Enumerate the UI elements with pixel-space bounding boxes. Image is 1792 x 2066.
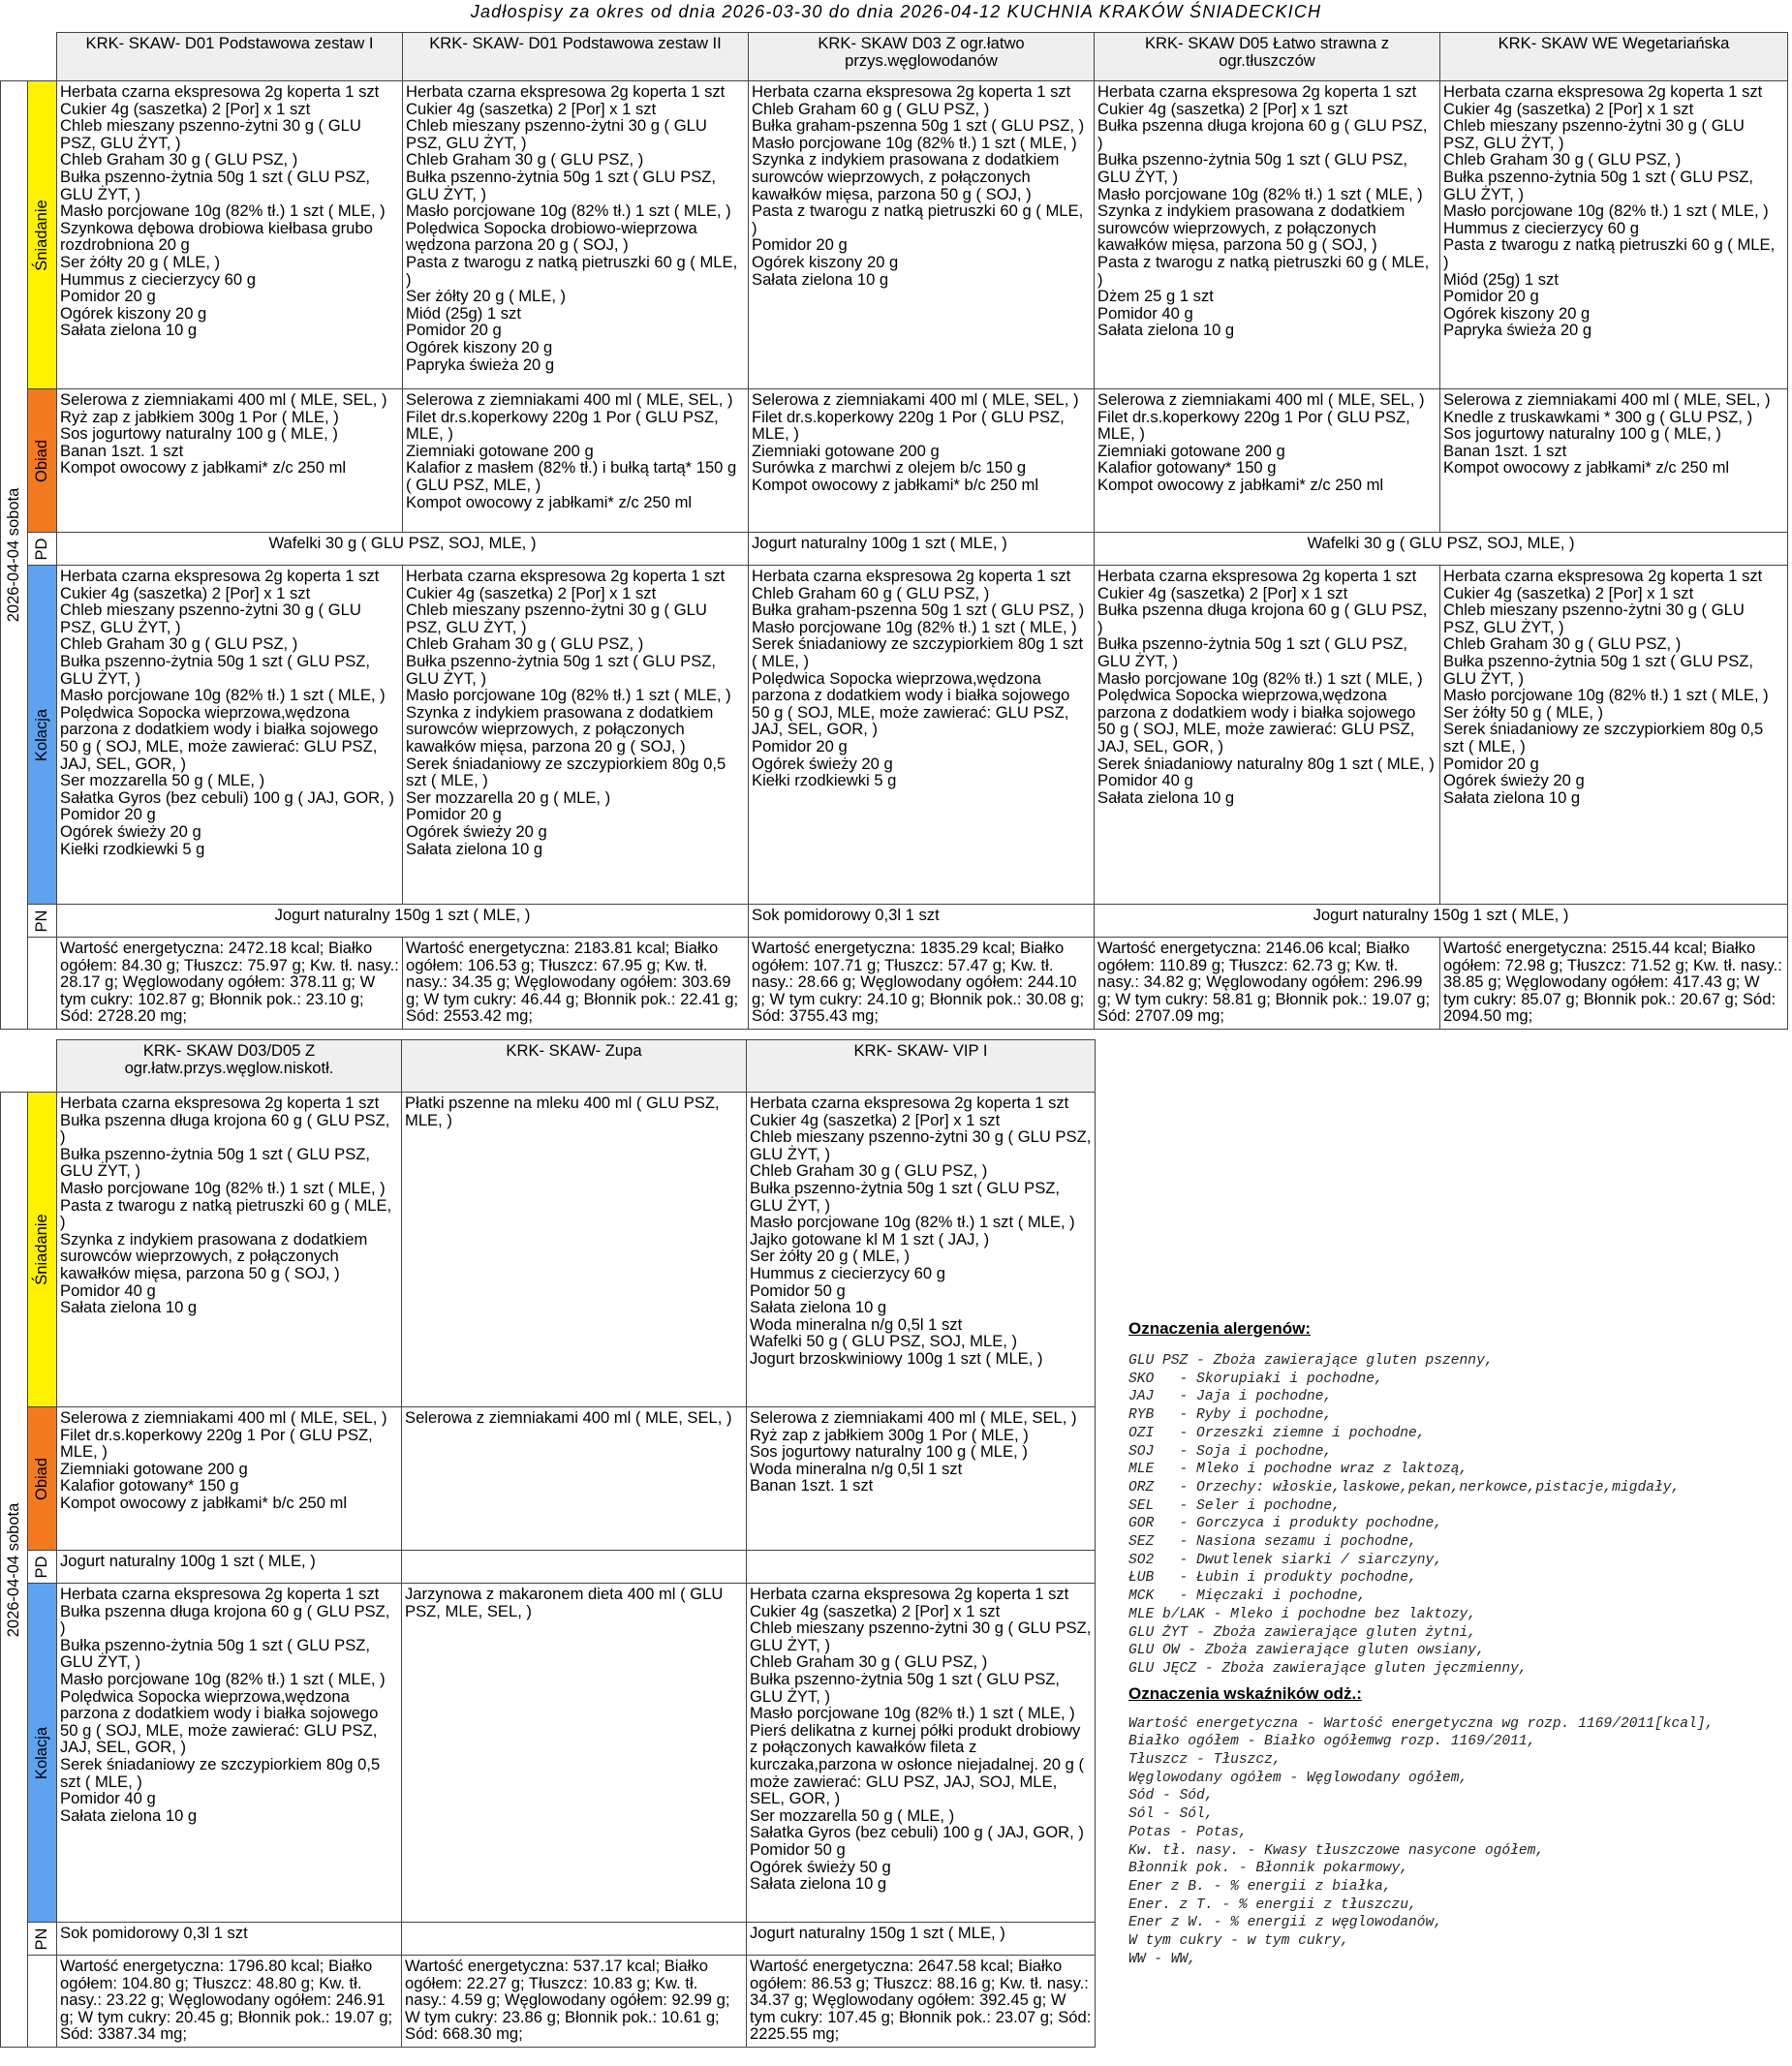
menu-cell: Selerowa z ziemniakami 400 ml ( MLE, SEL, ) Ryż zap z jabłkiem 300g 1 Por ( MLE, ) Sos jogurtowy naturalny 100 g ( MLE, ) Banan 1szt. 1 szt Kompot owocowy z jabłkami* z/c 250 ml: [57, 389, 403, 533]
menu-cell: Herbata czarna ekspresowa 2g koperta 1 szt Cukier 4g (saszetka) 2 [Por] x 1 szt Chleb mieszany pszenno-żytni 30 g ( GLU PSZ, GLU ŻYT, ) Chleb Graham 30 g ( GLU PSZ, ) Bułka pszenno-żytnia 50g 1 szt ( GLU PSZ, GLU ŻYT, ) Masło porcjowane 10g (82% tł.) 1 szt ( MLE, ) Hummus z ciecierzycy 60 g Pasta z twarogu z natką pietruszki 60 g ( MLE, ) Miód (25g) 1 szt Pomidor 20 g Ogórek kiszony 20 g Papryka świeża 20 g: [1440, 81, 1788, 389]
menu-cell: Herbata czarna ekspresowa 2g koperta 1 szt Bułka pszenna długa krojona 60 g ( GLU PSZ, ) Bułka pszenno-żytnia 50g 1 szt ( GLU PSZ, GLU ŻYT, ) Masło porcjowane 10g (82% tł.) 1 szt ( MLE, ) Pasta z twarogu z natką pietruszki 60 g ( MLE, ) Szynka z indykiem prasowana z dodatkiem surowców wieprzowych, z połączonych kawałków mięsa, parzona 50 g ( SOJ, ) Pomidor 40 g Sałata zielona 10 g: [57, 1093, 402, 1407]
menu-cell: Herbata czarna ekspresowa 2g koperta 1 szt Chleb Graham 60 g ( GLU PSZ, ) Bułka graham-pszenna 50g 1 szt ( GLU PSZ, ) Masło porcjowane 10g (82% tł.) 1 szt ( MLE, ) Szynka z indykiem prasowana z dodatkiem surowców wieprzowych, z połączonych kawałków mięsa, parzona 50 g ( SOJ, ) Pasta z twarogu z natką pietruszki 60 g ( MLE, ) Pomidor 20 g Ogórek kiszony 20 g Sałata zielona 10 g: [749, 81, 1095, 389]
page-title: Jadłospisy za okres od dnia 2026-03-30 do dnia 2026-04-12 KUCHNIA KRAKÓW ŚNIADECKICH: [470, 2, 1322, 21]
meal-label-pn: PN: [28, 1923, 57, 1956]
menu-cell: Selerowa z ziemniakami 400 ml ( MLE, SEL, ) Ryż zap z jabłkiem 300g 1 Por ( MLE, ) Sos jogurtowy naturalny 100 g ( MLE, ) Woda mineralna n/g 0,5l 1 szt Banan 1szt. 1 szt: [747, 1407, 1096, 1551]
meal-label-obiad: Obiad: [28, 1407, 57, 1551]
meal-label-pn: PN: [28, 905, 57, 938]
meal-label-sniadanie: Śniadanie: [28, 1093, 57, 1407]
indicators-list: Wartość energetyczna - Wartość energetyczna wg rozp. 1169/2011[kcal], Białko ogółem - Białko ogółemwg rozp. 1169/2011, Tłuszcz - Tłuszcz, Węglowodany ogółem - Węglowodany ogółem, Sód - Sód, Sól - Sól, Potas - Potas, Kw. tł. nasy. - Kwasy tłuszczowe nasycone ogółem, Błonnik pok. - Błonnik pokarmowy, Ener z B. - % energii z białka, Ener. z T. - % energii z tłuszczu, Ener z W. - % energii z węglowodanów, W tym cukry - w tym cukry, WW - WW,: [1128, 1715, 1715, 1967]
diet-header: KRK- SKAW WE Wegetariańska: [1440, 33, 1788, 81]
menu-cell: Herbata czarna ekspresowa 2g koperta 1 szt Chleb Graham 60 g ( GLU PSZ, ) Bułka graham-pszenna 50g 1 szt ( GLU PSZ, ) Masło porcjowane 10g (82% tł.) 1 szt ( MLE, ) Serek śniadaniowy ze szczypiorkiem 80g 1 szt ( MLE, ) Polędwica Sopocka wieprzowa,wędzona parzona z dodatkiem wody i białka sojowego 50 g ( SOJ, MLE, może zawierać: GLU PSZ, JAJ, SEL, GOR, ) Pomidor 20 g Ogórek świeży 20 g Kiełki rzodkiewki 5 g: [749, 566, 1095, 905]
meal-label-sniadanie: Śniadanie: [28, 81, 57, 389]
menu-cell: Herbata czarna ekspresowa 2g koperta 1 szt Bułka pszenna długa krojona 60 g ( GLU PSZ, ) Bułka pszenno-żytnia 50g 1 szt ( GLU PSZ, GLU ŻYT, ) Masło porcjowane 10g (82% tł.) 1 szt ( MLE, ) Polędwica Sopocka wieprzowa,wędzona parzona z dodatkiem wody i białka sojowego 50 g ( SOJ, MLE, może zawierać: GLU PSZ, JAJ, SEL, GOR, ) Serek śniadaniowy ze szczypiorkiem 80g 0,5 szt ( MLE, ) Pomidor 40 g Sałata zielona 10 g: [57, 1584, 402, 1923]
menu-cell: Sok pomidorowy 0,3l 1 szt: [57, 1923, 402, 1956]
diet-header: KRK- SKAW- D01 Podstawowa zestaw I: [57, 33, 403, 81]
menu-cell: Herbata czarna ekspresowa 2g koperta 1 szt Cukier 4g (saszetka) 2 [Por] x 1 szt Bułka pszenna długa krojona 60 g ( GLU PSZ, ) Bułka pszenno-żytnia 50g 1 szt ( GLU PSZ, GLU ŻYT, ) Masło porcjowane 10g (82% tł.) 1 szt ( MLE, ) Szynka z indykiem prasowana z dodatkiem surowców wieprzowych, z połączonych kawałków mięsa, parzona 50 g ( SOJ, ) Pasta z twarogu z natką pietruszki 60 g ( MLE, ) Dżem 25 g 1 szt Pomidor 40 g Sałata zielona 10 g: [1095, 81, 1440, 389]
menu-cell: Herbata czarna ekspresowa 2g koperta 1 szt Cukier 4g (saszetka) 2 [Por] x 1 szt Chleb mieszany pszenno-żytni 30 g ( GLU PSZ, GLU ŻYT, ) Chleb Graham 30 g ( GLU PSZ, ) Bułka pszenno-żytnia 50g 1 szt ( GLU PSZ, GLU ŻYT, ) Masło porcjowane 10g (82% tł.) 1 szt ( MLE, ) Jajko gotowane kl M 1 szt ( JAJ, ) Ser żółty 20 g ( MLE, ) Hummus z ciecierzycy 60 g Pomidor 50 g Sałata zielona 10 g Woda mineralna n/g 0,5l 1 szt Wafelki 50 g ( GLU PSZ, SOJ, MLE, ) Jogurt brzoskwiniowy 100g 1 szt ( MLE, ): [747, 1093, 1096, 1407]
nutrition-summary: Wartość energetyczna: 537.17 kcal; Białko ogółem: 22.27 g; Tłuszcz: 10.83 g; Kw. tł. nasy.: 4.59 g; Węglowodany ogółem: 92.99 g; W tym cukry: 23.86 g; Błonnik pok.: 10.61 g; Sód: 668.30 mg;: [402, 1956, 747, 2048]
diet-header: KRK- SKAW D03 Z ogr.łatwo przys.węglowodanów: [749, 33, 1095, 81]
menu-table-2: [0, 1039, 1096, 2048]
diet-header: KRK- SKAW- Zupa: [402, 1040, 747, 1093]
meal-label-pd: PD: [28, 533, 57, 566]
diet-header: KRK- SKAW D03/D05 Z ogr.łatw.przys.węglow.niskotł.: [57, 1040, 402, 1093]
menu-cell: Selerowa z ziemniakami 400 ml ( MLE, SEL, ) Filet dr.s.koperkowy 220g 1 Por ( GLU PSZ, MLE, ) Ziemniaki gotowane 200 g Kalafior z masłem (82% tł.) i bułką tartą* 150 g ( GLU PSZ, MLE, ) Kompot owocowy z jabłkami* z/c 250 ml: [403, 389, 749, 533]
menu-cell: Herbata czarna ekspresowa 2g koperta 1 szt Cukier 4g (saszetka) 2 [Por] x 1 szt Chleb mieszany pszenno-żytni 30 g ( GLU PSZ, GLU ŻYT, ) Chleb Graham 30 g ( GLU PSZ, ) Bułka pszenno-żytnia 50g 1 szt ( GLU PSZ, GLU ŻYT, ) Masło porcjowane 10g (82% tł.) 1 szt ( MLE, ) Polędwica Sopocka drobiowo-wieprzowa wędzona parzona 20 g ( SOJ, ) Pasta z twarogu z natką pietruszki 60 g ( MLE, ) Ser żółty 20 g ( MLE, ) Miód (25g) 1 szt Pomidor 20 g Ogórek kiszony 20 g Papryka świeża 20 g: [403, 81, 749, 389]
date-label: 2026-04-04 sobota: [4, 1502, 22, 1637]
menu-cell: Wafelki 30 g ( GLU PSZ, SOJ, MLE, ): [1095, 533, 1788, 566]
date-cell: [1, 81, 28, 1030]
menu-cell: Herbata czarna ekspresowa 2g koperta 1 szt Cukier 4g (saszetka) 2 [Por] x 1 szt Chleb mieszany pszenno-żytni 30 g ( GLU PSZ, GLU ŻYT, ) Chleb Graham 30 g ( GLU PSZ, ) Bułka pszenno-żytnia 50g 1 szt ( GLU PSZ, GLU ŻYT, ) Masło porcjowane 10g (82% tł.) 1 szt ( MLE, ) Szynkowa dębowa drobiowa kiełbasa grubo rozdrobniona 20 g Ser żółty 20 g ( MLE, ) Hummus z ciecierzycy 60 g Pomidor 20 g Ogórek kiszony 20 g Sałata zielona 10 g: [57, 81, 403, 389]
menu-cell: Selerowa z ziemniakami 400 ml ( MLE, SEL, ) Filet dr.s.koperkowy 220g 1 Por ( GLU PSZ, MLE, ) Ziemniaki gotowane 200 g Surówka z marchwi z olejem b/c 150 g Kompot owocowy z jabłkami* b/c 250 ml: [749, 389, 1095, 533]
menu-cell: Herbata czarna ekspresowa 2g koperta 1 szt Cukier 4g (saszetka) 2 [Por] x 1 szt Chleb mieszany pszenno-żytni 30 g ( GLU PSZ, GLU ŻYT, ) Chleb Graham 30 g ( GLU PSZ, ) Bułka pszenno-żytnia 50g 1 szt ( GLU PSZ, GLU ŻYT, ) Masło porcjowane 10g (82% tł.) 1 szt ( MLE, ) Ser żółty 50 g ( MLE, ) Serek śniadaniowy ze szczypiorkiem 80g 0,5 szt ( MLE, ) Pomidor 20 g Ogórek świeży 20 g Sałata zielona 10 g: [1440, 566, 1788, 905]
diet-header: KRK- SKAW- VIP I: [747, 1040, 1096, 1093]
allergens-title: Oznaczenia alergenów:: [1128, 1319, 1311, 1338]
menu-cell: Selerowa z ziemniakami 400 ml ( MLE, SEL, ) Filet dr.s.koperkowy 220g 1 Por ( GLU PSZ, MLE, ) Ziemniaki gotowane 200 g Kalafior gotowany* 150 g Kompot owocowy z jabłkami* b/c 250 ml: [57, 1407, 402, 1551]
menu-cell: Selerowa z ziemniakami 400 ml ( MLE, SEL, ) Knedle z truskawkami * 300 g ( GLU PSZ, ) Sos jogurtowy naturalny 100 g ( MLE, ) Banan 1szt. 1 szt Kompot owocowy z jabłkami* z/c 250 ml: [1440, 389, 1788, 533]
nutrition-summary: Wartość energetyczna: 2647.58 kcal; Białko ogółem: 86.53 g; Tłuszcz: 88.16 g; Kw. tł. nasy.: 34.37 g; Węglowodany ogółem: 392.45 g; W tym cukry: 107.45 g; Błonnik pok.: 23.07 g; Sód: 2225.55 mg;: [747, 1956, 1096, 2048]
nutrition-summary: Wartość energetyczna: 2146.06 kcal; Białko ogółem: 110.89 g; Tłuszcz: 62.73 g; Kw. tł. nasy.: 34.82 g; Węglowodany ogółem: 296.99 g; W tym cukry: 58.81 g; Błonnik pok.: 19.07 g; Sód: 2707.09 mg;: [1095, 938, 1440, 1030]
meal-label-pd: PD: [28, 1551, 57, 1584]
diet-header: KRK- SKAW D05 Łatwo strawna z ogr.tłuszczów: [1095, 33, 1440, 81]
nutrition-summary: Wartość energetyczna: 2515.44 kcal; Białko ogółem: 72.98 g; Tłuszcz: 71.52 g; Kw. tł. nasy.: 38.85 g; Węglowodany ogółem: 417.43 g; W tym cukry: 85.07 g; Błonnik pok.: 20.67 g; Sód: 2094.50 mg;: [1440, 938, 1788, 1030]
menu-cell: Jogurt naturalny 150g 1 szt ( MLE, ): [57, 905, 749, 938]
menu-cell: Selerowa z ziemniakami 400 ml ( MLE, SEL, ): [402, 1407, 747, 1551]
legend: [1128, 1319, 1787, 1969]
menu-cell: [402, 1923, 747, 1956]
menu-cell: Jarzynowa z makaronem dieta 400 ml ( GLU PSZ, MLE, SEL, ): [402, 1584, 747, 1923]
nutrition-summary: Wartość energetyczna: 2183.81 kcal; Białko ogółem: 106.53 g; Tłuszcz: 67.95 g; Kw. tł. nasy.: 34.35 g; Węglowodany ogółem: 303.69 g; W tym cukry: 46.44 g; Błonnik pok.: 22.41 g; Sód: 2553.42 mg;: [403, 938, 749, 1030]
menu-cell: Herbata czarna ekspresowa 2g koperta 1 szt Cukier 4g (saszetka) 2 [Por] x 1 szt Chleb mieszany pszenno-żytni 30 g ( GLU PSZ, GLU ŻYT, ) Chleb Graham 30 g ( GLU PSZ, ) Bułka pszenno-żytnia 50g 1 szt ( GLU PSZ, GLU ŻYT, ) Masło porcjowane 10g (82% tł.) 1 szt ( MLE, ) Pierś delikatna z kurnej półki produkt drobiowy z połączonych kawałków fileta z kurczaka,parzona w osłonce niejadalnej. 20 g ( może zawierać: GLU PSZ, JAJ, SOJ, MLE, SEL, GOR, ) Ser mozzarella 50 g ( MLE, ) Sałatka Gyros (bez cebuli) 100 g ( JAJ, GOR, ) Pomidor 50 g Ogórek świeży 50 g Sałata zielona 10 g: [747, 1584, 1096, 1923]
menu-cell: Jogurt naturalny 150g 1 szt ( MLE, ): [747, 1923, 1096, 1956]
diet-header: KRK- SKAW- D01 Podstawowa zestaw II: [403, 33, 749, 81]
menu-table-1: [0, 32, 1788, 1030]
menu-cell: Herbata czarna ekspresowa 2g koperta 1 szt Cukier 4g (saszetka) 2 [Por] x 1 szt Bułka pszenna długa krojona 60 g ( GLU PSZ, ) Bułka pszenno-żytnia 50g 1 szt ( GLU PSZ, GLU ŻYT, ) Masło porcjowane 10g (82% tł.) 1 szt ( MLE, ) Polędwica Sopocka wieprzowa,wędzona parzona z dodatkiem wody i białka sojowego 50 g ( SOJ, MLE, może zawierać: GLU PSZ, JAJ, SEL, GOR, ) Serek śniadaniowy naturalny 80g 1 szt ( MLE, ) Pomidor 40 g Sałata zielona 10 g: [1095, 566, 1440, 905]
menu-cell: Herbata czarna ekspresowa 2g koperta 1 szt Cukier 4g (saszetka) 2 [Por] x 1 szt Chleb mieszany pszenno-żytni 30 g ( GLU PSZ, GLU ŻYT, ) Chleb Graham 30 g ( GLU PSZ, ) Bułka pszenno-żytnia 50g 1 szt ( GLU PSZ, GLU ŻYT, ) Masło porcjowane 10g (82% tł.) 1 szt ( MLE, ) Polędwica Sopocka wieprzowa,wędzona parzona z dodatkiem wody i białka sojowego 50 g ( SOJ, MLE, może zawierać: GLU PSZ, JAJ, SEL, GOR, ) Ser mozzarella 50 g ( MLE, ) Sałatka Gyros (bez cebuli) 100 g ( JAJ, GOR, ) Pomidor 20 g Ogórek świeży 20 g Kiełki rzodkiewki 5 g: [57, 566, 403, 905]
date-label: 2026-04-04 sobota: [4, 487, 22, 623]
menu-cell: Sok pomidorowy 0,3l 1 szt: [749, 905, 1095, 938]
indicators-title: Oznaczenia wskaźników odż.:: [1128, 1683, 1362, 1703]
menu-cell: [747, 1551, 1096, 1584]
menu-cell: Jogurt naturalny 150g 1 szt ( MLE, ): [1095, 905, 1788, 938]
allergens-list: GLU PSZ - Zboża zawierające gluten pszenny, SKO - Skorupiaki i pochodne, JAJ - Jaja i pochodne, RYB - Ryby i pochodne, OZI - Orzeszki ziemne i pochodne, SOJ - Soja i pochodne, MLE - Mleko i pochodne wraz z laktozą, ORZ - Orzechy: włoskie,laskowe,pekan,nerkowce,pistacje,migdały, SEL - Seler i pochodne, GOR - Gorczyca i produkty pochodne, SEZ - Nasiona sezamu i pochodne, SO2 - Dwutlenek siarki / siarczyny, ŁUB - Łubin i produkty pochodne, MCK - Mięczaki i pochodne, MLE b/LAK - Mleko i pochodne bez laktozy, GLU ŻYT - Zboża zawierające gluten żytni, GLU OW - Zboża zawierające gluten owsiany, GLU JĘCZ - Zboża zawierające gluten jęczmienny,: [1128, 1353, 1681, 1677]
nutrition-summary: Wartość energetyczna: 2472.18 kcal; Białko ogółem: 84.30 g; Tłuszcz: 75.97 g; Kw. tł. nasy.: 28.17 g; Węglowodany ogółem: 378.11 g; W tym cukry: 102.87 g; Błonnik pok.: 23.10 g; Sód: 2728.20 mg;: [57, 938, 403, 1030]
date-cell: [1, 1093, 28, 2048]
menu-cell: Wafelki 30 g ( GLU PSZ, SOJ, MLE, ): [57, 533, 749, 566]
meal-label-obiad: Obiad: [28, 389, 57, 533]
menu-cell: Jogurt naturalny 100g 1 szt ( MLE, ): [57, 1551, 402, 1584]
menu-cell: Płatki pszenne na mleku 400 ml ( GLU PSZ, MLE, ): [402, 1093, 747, 1407]
menu-cell: [402, 1551, 747, 1584]
nutrition-summary: Wartość energetyczna: 1835.29 kcal; Białko ogółem: 107.71 g; Tłuszcz: 57.47 g; Kw. tł. nasy.: 28.66 g; Węglowodany ogółem: 244.10 g; W tym cukry: 24.10 g; Błonnik pok.: 30.08 g; Sód: 3755.43 mg;: [749, 938, 1095, 1030]
menu-cell: Selerowa z ziemniakami 400 ml ( MLE, SEL, ) Filet dr.s.koperkowy 220g 1 Por ( GLU PSZ, MLE, ) Ziemniaki gotowane 200 g Kalafior gotowany* 150 g Kompot owocowy z jabłkami* z/c 250 ml: [1095, 389, 1440, 533]
meal-label-kolacja: Kolacja: [28, 566, 57, 905]
menu-cell: Jogurt naturalny 100g 1 szt ( MLE, ): [749, 533, 1095, 566]
menu-cell: Herbata czarna ekspresowa 2g koperta 1 szt Cukier 4g (saszetka) 2 [Por] x 1 szt Chleb mieszany pszenno-żytni 30 g ( GLU PSZ, GLU ŻYT, ) Chleb Graham 30 g ( GLU PSZ, ) Bułka pszenno-żytnia 50g 1 szt ( GLU PSZ, GLU ŻYT, ) Masło porcjowane 10g (82% tł.) 1 szt ( MLE, ) Szynka z indykiem prasowana z dodatkiem surowców wieprzowych, z połączonych kawałków mięsa, parzona 20 g ( SOJ, ) Serek śniadaniowy ze szczypiorkiem 80g 0,5 szt ( MLE, ) Ser mozzarella 20 g ( MLE, ) Pomidor 20 g Ogórek świeży 20 g Sałata zielona 10 g: [403, 566, 749, 905]
nutrition-summary: Wartość energetyczna: 1796.80 kcal; Białko ogółem: 104.80 g; Tłuszcz: 48.80 g; Kw. tł. nasy.: 23.22 g; Węglowodany ogółem: 246.91 g; W tym cukry: 20.45 g; Błonnik pok.: 19.07 g; Sód: 3387.34 mg;: [57, 1956, 402, 2048]
meal-label-kolacja: Kolacja: [28, 1584, 57, 1923]
